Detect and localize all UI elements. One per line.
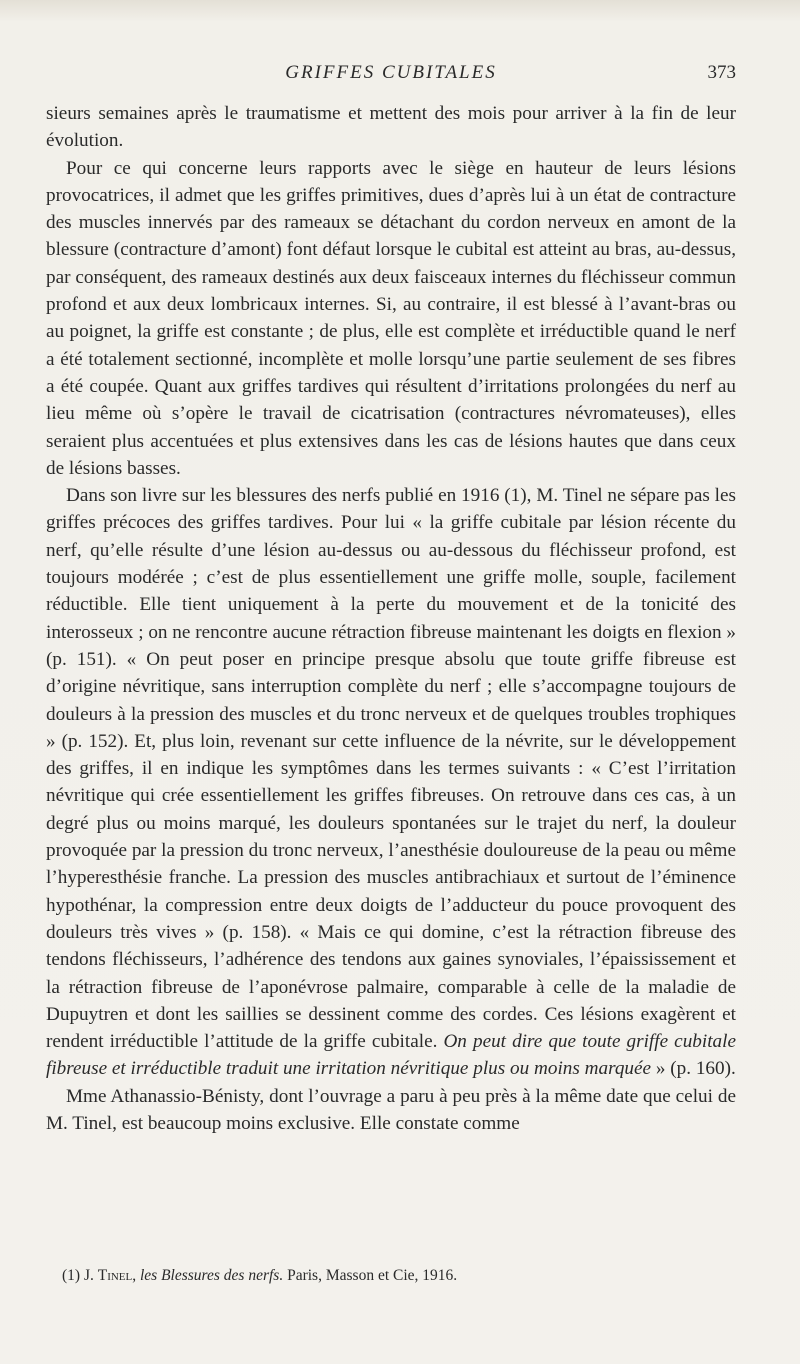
footnote-marker: (1) J. xyxy=(62,1267,94,1284)
tinel-italic-conclusion: On peut dire que toute griffe cubitale fibreuse et irréductible traduit une irritation névritique plus ou moins marquée xyxy=(46,1031,736,1080)
footnote xyxy=(62,1266,736,1286)
tinel-quote-text: Dans son livre sur les blessures des nerfs publié en 1916 (1), M. Tinel ne sépare pas les griffes précoces des griffes tardives. Pour lui « la griffe cubitale par lésion récente du nerf, qu’elle résulte d’une lésion au-dessus ou au-dessous du fléchisseur profond, est toujours modérée ; c’est de plus essentiellement une griffe molle, souple, facilement réductible. Elle tient uniquement à la perte du mouvement et de la tonicité des interosseux ; on ne rencontre aucune rétraction fibreuse maintenant les doigts en flexion » (p. 151). « On peut poser en principe presque absolu que toute griffe fibreuse est d’origine névritique, sans interruption complète du nerf ; elle s’accompagne toujours de douleurs à la pression des muscles et du tronc nerveux et de quelques troubles trophiques » (p. 152). Et, plus loin, revenant sur cette influence de la névrite, sur le développement des griffes, il en indique les symptômes dans les termes suivants : « C’est l’irritation névritique qui crée essentiellement les griffes fibreuses. On retrouve dans ces cas, à un degré plus ou moins marqué, les douleurs spontanées sur le trajet du nerf, la douleur provoquée par la pression du tronc nerveux, l’anesthésie douloureuse de la peau ou même l’hyperesthésie franche. La pression des muscles antibrachiaux et surtout de l’éminence hypothénar, la compression entre deux doigts de l’adducteur du pouce provoquent des douleurs très vives » (p. 158). « Mais ce qui domine, c’est la rétraction fibreuse des tendons fléchisseurs, l’adhérence des tendons aux gaines synoviales, l’épaississement et la rétraction fibreuse de l’aponévrose palmaire, comparable à celle de la maladie de Dupuytren et dont les saillies se dessinent comme des cordes. Ces lésions exagèrent et rendent irréductible l’attitude de la griffe cubitale. xyxy=(46,485,736,1053)
footnote-author: Tinel, xyxy=(97,1267,137,1284)
paragraph-lesions: Pour ce qui concerne leurs rapports avec le siège en hauteur de leurs lésions provocatrices, il admet que les griffes primitives, dues d’après lui à un état de contracture des muscles innervés par des rameaux se détachant du cordon nerveux en amont de la blessure (contracture d’amont) font défaut lorsque le cubital est atteint au bras, au-dessus, par conséquent, des rameaux destinés aux deux faisceaux internes du fléchisseur commun profond et aux deux lombricaux internes. Si, au contraire, il est blessé à l’avant-bras ou au poignet, la griffe est constante ; de plus, elle est complète et irréductible quand le nerf a été totalement sectionné, incomplète et molle lorsqu’une partie seulement de ses fibres a été coupée. Quant aux griffes tardives qui résultent d’irritations prolongées du nerf au lieu même où s’opère le travail de cicatrisation (contractures névromateuses), elles seraient plus accentuées et plus extensives dans les cas de lésions hautes que dans ceux de lésions basses. xyxy=(46,157,736,479)
body-text xyxy=(46,100,736,1137)
paragraph-tinel xyxy=(46,482,736,1083)
paragraph-continuation: sieurs semaines après le traumatisme et mettent des mois pour arriver à la fin de leur évolution. xyxy=(46,103,736,152)
paragraph-benisty: Mme Athanassio-Bénisty, dont l’ouvrage a paru à peu près à la même date que celui de M. Tinel, est beaucoup moins exclusive. Elle constate comme xyxy=(46,1085,736,1134)
page-number: 373 xyxy=(707,62,736,83)
tinel-citation-end: » (p. 160). xyxy=(651,1058,736,1080)
footnote-publisher: Paris, Masson et Cie, 1916. xyxy=(287,1267,458,1284)
footnote-title: les Blessures des nerfs. xyxy=(140,1267,284,1284)
page-header xyxy=(46,62,736,92)
running-title: GRIFFES CUBITALES xyxy=(285,62,497,83)
